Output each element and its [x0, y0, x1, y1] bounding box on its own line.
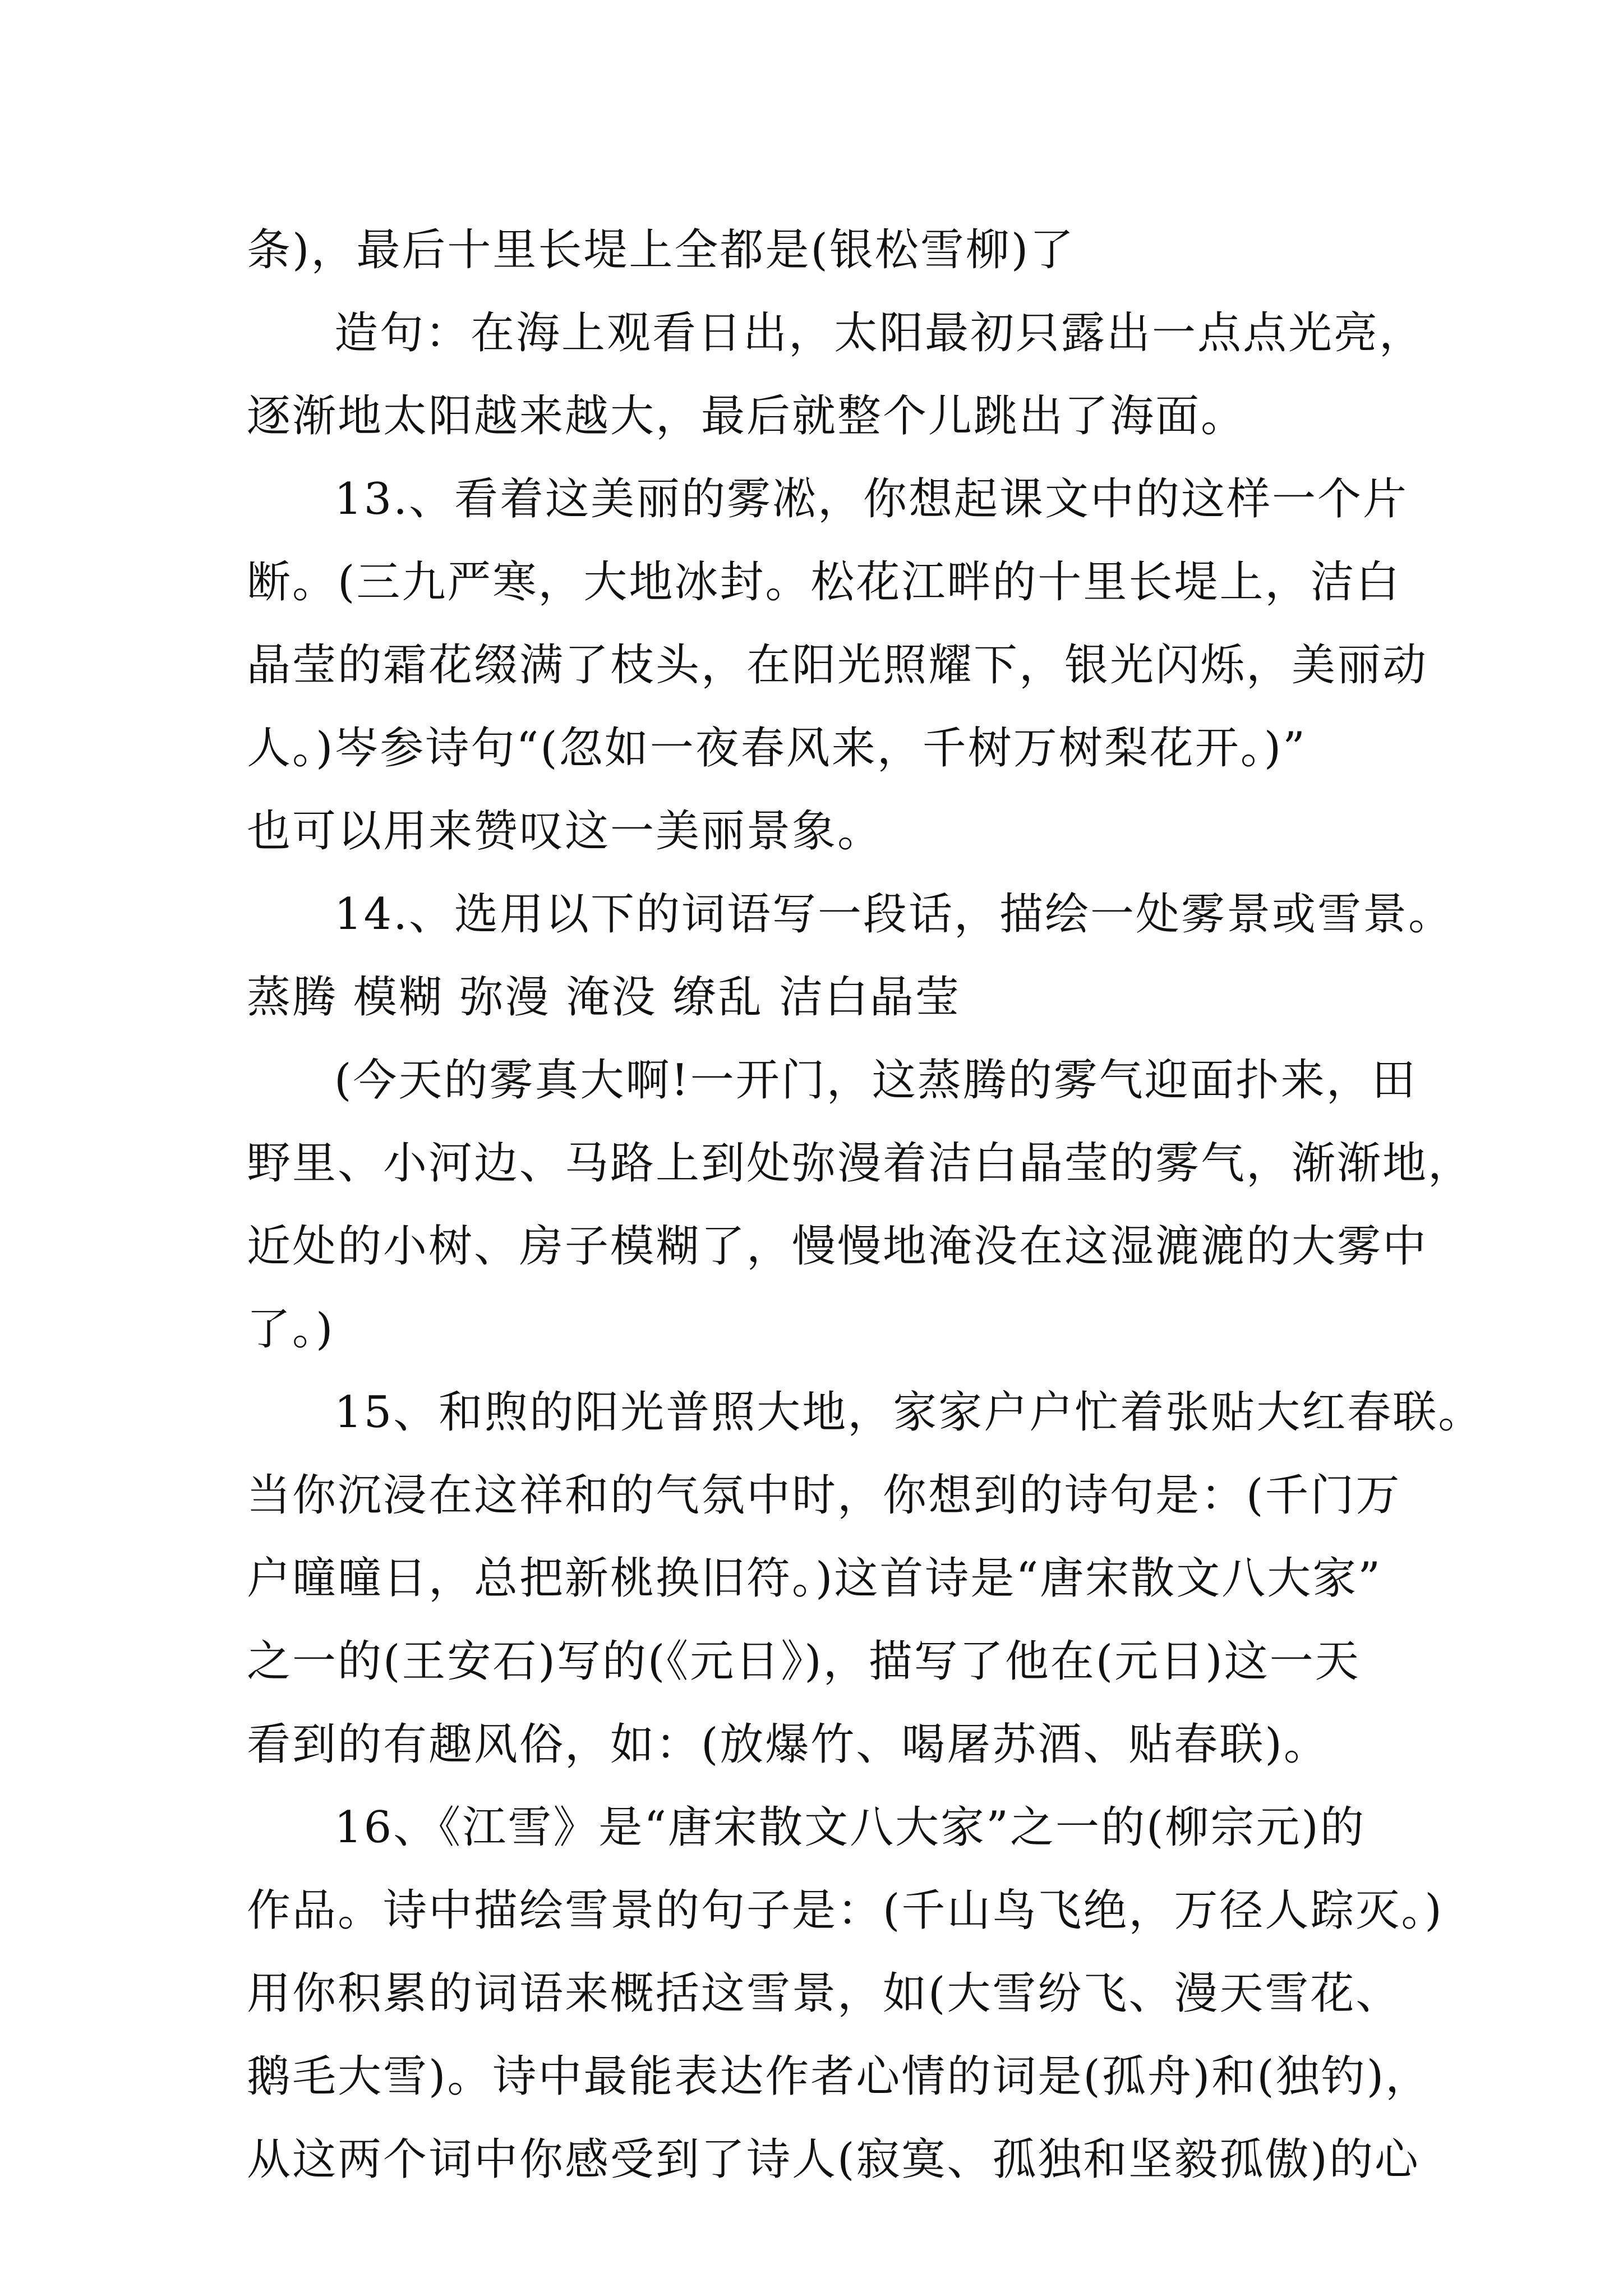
- text-line: 断。(三九严寒，大地冰封。松花江畔的十里长堤上，洁白: [247, 557, 1401, 608]
- text-line: 近处的小树、房子模糊了，慢慢地淹没在这湿漉漉的大雾中: [247, 1221, 1428, 1272]
- text-line: 逐渐地太阳越来越大，最后就整个儿跳出了海面。: [247, 391, 1247, 441]
- text-line: 作品。诗中描绘雪景的句子是：(千山鸟飞绝，万径人踪灭。): [247, 1885, 1444, 1936]
- text-line: 蒸腾 模糊 弥漫 淹没 缭乱 洁白晶莹: [247, 972, 961, 1023]
- text-line: 16、《江雪》是“唐宋散文八大家”之一的(柳宗元)的: [334, 1802, 1366, 1853]
- text-line: 15、和煦的阳光普照大地，家家户户忙着张贴大红春联。: [334, 1387, 1484, 1438]
- text-line: 14.、选用以下的词语写一段话，描绘一处雾景或雪景。: [334, 889, 1454, 940]
- document-body: [247, 209, 1484, 2201]
- text-line: 用你积累的词语来概括这雪景，如(大雪纷飞、漫天雪花、: [247, 1968, 1401, 2019]
- text-line: 造句：在海上观看日出，太阳最初只露出一点点光亮，: [334, 308, 1425, 358]
- text-line: 13.、看着这美丽的雾凇，你想起课文中的这样一个片: [334, 474, 1409, 524]
- text-line: 之一的(王安石)写的(《元日》)，描写了他在(元日)这一天: [247, 1636, 1361, 1687]
- text-line: 野里、小河边、马路上到处弥漫着洁白晶莹的雾气，渐渐地，: [247, 1138, 1474, 1189]
- text-line: (今天的雾真大啊!一开门，这蒸腾的雾气迎面扑来，田: [334, 1055, 1417, 1106]
- text-line: 从这两个词中你感受到了诗人(寂寞、孤独和坚毅孤傲)的心: [247, 2134, 1420, 2185]
- text-line: 鹅毛大雪)。诗中最能表达作者心情的词是(孤舟)和(独钓)，: [247, 2051, 1431, 2102]
- text-line: 户曈曈日，总把新桃换旧符。)这首诗是“唐宋散文八大家”: [247, 1553, 1382, 1604]
- text-line: 条)，最后十里长堤上全都是(银松雪柳)了: [247, 225, 1076, 275]
- text-line: 也可以用来赞叹这一美丽景象。: [247, 806, 883, 857]
- text-line: 了。): [247, 1304, 335, 1355]
- text-line: 看到的有趣风俗，如：(放爆竹、喝屠苏酒、贴春联)。: [247, 1719, 1329, 1770]
- text-line: 当你沉浸在这祥和的气氛中时，你想到的诗句是：(千门万: [247, 1470, 1401, 1521]
- text-line: 晶莹的霜花缀满了枝头，在阳光照耀下，银光闪烁，美丽动: [247, 640, 1428, 691]
- text-line: 人。)岑参诗句“(忽如一夜春风来，千树万树梨花开。)”: [247, 723, 1307, 774]
